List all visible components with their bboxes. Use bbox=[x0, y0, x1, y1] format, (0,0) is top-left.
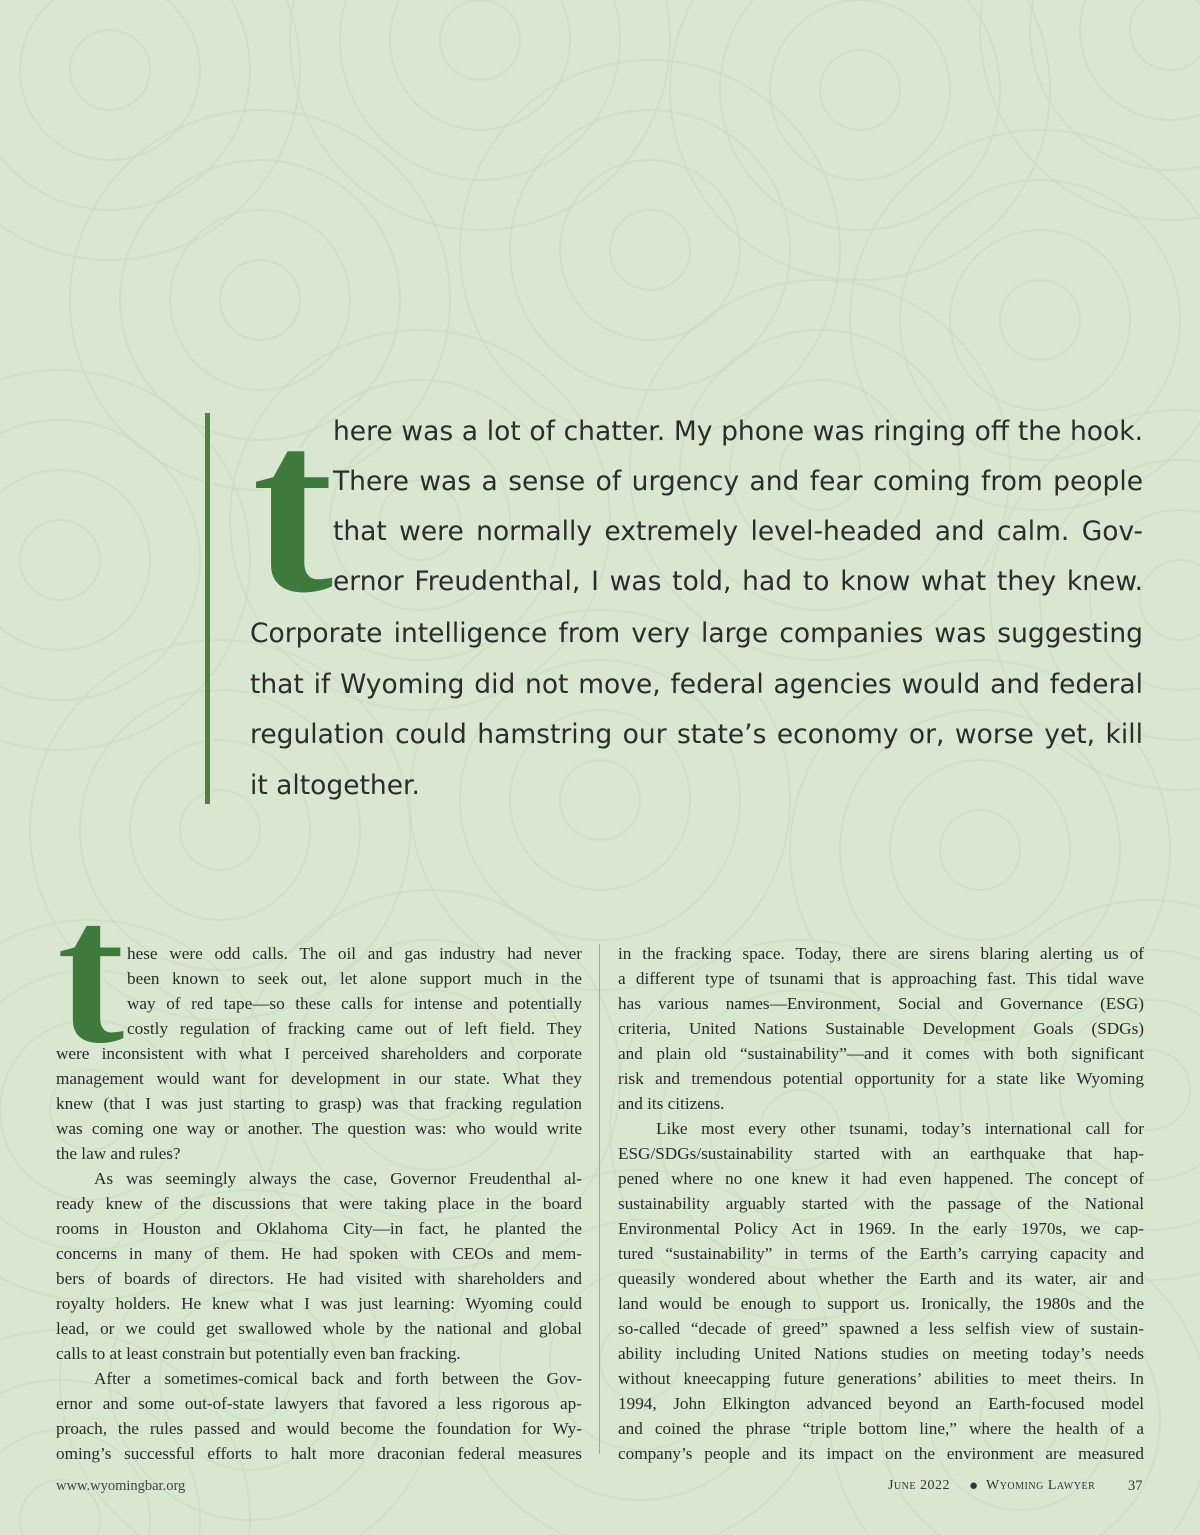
column-divider bbox=[599, 944, 600, 1454]
paragraph-line: and its citizens. bbox=[618, 1094, 725, 1113]
paragraph-line: has various names—Environment, Social and Governance (ESG) bbox=[618, 994, 1144, 1013]
paragraph-line: were inconsistent with what I perceived shareholders and corporate bbox=[56, 1044, 582, 1063]
paragraph-line: oming’s successful efforts to halt more draconian federal measures bbox=[56, 1444, 582, 1463]
paragraph-line: royalty holders. He knew what I was just learning: Wyoming could bbox=[56, 1294, 582, 1313]
footer-date: June 2022 bbox=[888, 1478, 950, 1493]
paragraph-line: and coined the phrase “triple bottom line,” where the health of a bbox=[618, 1419, 1144, 1438]
pull-quote-line: ernor Freudenthal, I was told, had to know what they knew. bbox=[333, 566, 1143, 597]
paragraph-line: been known to seek out, let alone support much in the bbox=[127, 969, 582, 988]
paragraph-line: bers of boards of directors. He had visited with shareholders and bbox=[56, 1269, 582, 1288]
paragraph-line: so-called “decade of greed” spawned a less selfish view of sustain- bbox=[618, 1319, 1144, 1338]
paragraph-line: the law and rules? bbox=[56, 1144, 181, 1163]
pull-quote-line: There was a sense of urgency and fear coming from people bbox=[333, 466, 1143, 497]
paragraph-line: in the fracking space. Today, there are sirens blaring alerting us of bbox=[618, 944, 1144, 963]
paragraph-line: concerns in many of them. He had spoken with CEOs and mem- bbox=[56, 1244, 582, 1263]
footer-website-url: www.wyomingbar.org bbox=[56, 1478, 186, 1494]
pull-quote-line: here was a lot of chatter. My phone was ringing off the hook. bbox=[333, 416, 1143, 447]
paragraph-line: knew (that I was just starting to grasp) was that fracking regulation bbox=[56, 1094, 582, 1113]
pull-quote-line: Corporate intelligence from very large companies was suggesting bbox=[250, 618, 1143, 649]
paragraph-line: ESG/SDGs/sustainability started with an earthquake that hap- bbox=[618, 1144, 1144, 1163]
paragraph-line: rooms in Houston and Oklahoma City—in fact, he planted the bbox=[56, 1219, 582, 1238]
paragraph-line: and plain old “sustainability”—and it comes with both significant bbox=[618, 1044, 1144, 1063]
paragraph-line: hese were odd calls. The oil and gas industry had never bbox=[127, 944, 582, 963]
paragraph-line: lead, or we could get swallowed whole by the national and global bbox=[56, 1319, 582, 1338]
pull-quote-line: that were normally extremely level-headed and calm. Gov- bbox=[333, 516, 1143, 547]
pull-quote-line: regulation could hamstring our state’s economy or, worse yet, kill bbox=[250, 719, 1143, 750]
paragraph-line: company’s people and its impact on the environment are measured bbox=[618, 1444, 1144, 1463]
pull-quote-line: it altogether. bbox=[250, 770, 420, 801]
pull-quote-line: that if Wyoming did not move, federal agencies would and federal bbox=[250, 669, 1143, 700]
paragraph-line: pened where no one knew it had even happened. The concept of bbox=[618, 1169, 1144, 1188]
paragraph-line: land would be enough to support us. Ironically, the 1980s and the bbox=[618, 1294, 1144, 1313]
paragraph-line: costly regulation of fracking came out of left field. They bbox=[127, 1019, 582, 1038]
paragraph-line: ready knew of the discussions that were taking place in the board bbox=[56, 1194, 582, 1213]
paragraph-line: was coming one way or another. The question was: who would write bbox=[56, 1119, 582, 1138]
paragraph-line: Like most every other tsunami, today’s international call for bbox=[656, 1119, 1144, 1138]
footer-magazine-name: Wyoming Lawyer bbox=[986, 1478, 1096, 1493]
paragraph-line: ability including United Nations studies on meeting today’s needs bbox=[618, 1344, 1144, 1363]
paragraph-line: a different type of tsunami that is approaching fast. This tidal wave bbox=[618, 969, 1144, 988]
paragraph-line: After a sometimes-comical back and forth between the Gov- bbox=[94, 1369, 582, 1388]
paragraph-line: without kneecapping future generations’ abilities to meet theirs. In bbox=[618, 1369, 1144, 1388]
paragraph-line: As was seemingly always the case, Governor Freudenthal al- bbox=[94, 1169, 582, 1188]
paragraph-line: criteria, United Nations Sustainable Development Goals (SDGs) bbox=[618, 1019, 1144, 1038]
paragraph-line: proach, the rules passed and would become the foundation for Wy- bbox=[56, 1419, 582, 1438]
paragraph-line: risk and tremendous potential opportunity for a state like Wyoming bbox=[618, 1069, 1144, 1088]
paragraph-line: tured “sustainability” in terms of the Earth’s carrying capacity and bbox=[618, 1244, 1144, 1263]
paragraph-line: sustainability arguably started with the passage of the National bbox=[618, 1194, 1144, 1213]
paragraph-line: 1994, John Elkington advanced beyond an Earth-focused model bbox=[618, 1394, 1144, 1413]
footer-issue-info bbox=[858, 1476, 1148, 1496]
pull-quote-bar bbox=[205, 413, 210, 804]
paragraph-line: queasily wondered about whether the Earth and its water, air and bbox=[618, 1269, 1144, 1288]
footer-bullet-icon: ● bbox=[969, 1478, 979, 1494]
body-drop-cap: t bbox=[56, 857, 126, 1087]
paragraph-line: Environmental Policy Act in 1969. In the early 1970s, we cap- bbox=[618, 1219, 1144, 1238]
page-number: 37 bbox=[1128, 1478, 1143, 1494]
paragraph-line: calls to at least constrain but potentially even ban fracking. bbox=[56, 1344, 461, 1363]
paragraph-line: ernor and some out-of-state lawyers that favored a less rigorous ap- bbox=[56, 1394, 582, 1413]
paragraph-line: way of red tape—so these calls for intense and potentially bbox=[127, 994, 582, 1013]
paragraph-line: management would want for development in our state. What they bbox=[56, 1069, 582, 1088]
pull-quote-drop-cap: t bbox=[251, 369, 335, 646]
